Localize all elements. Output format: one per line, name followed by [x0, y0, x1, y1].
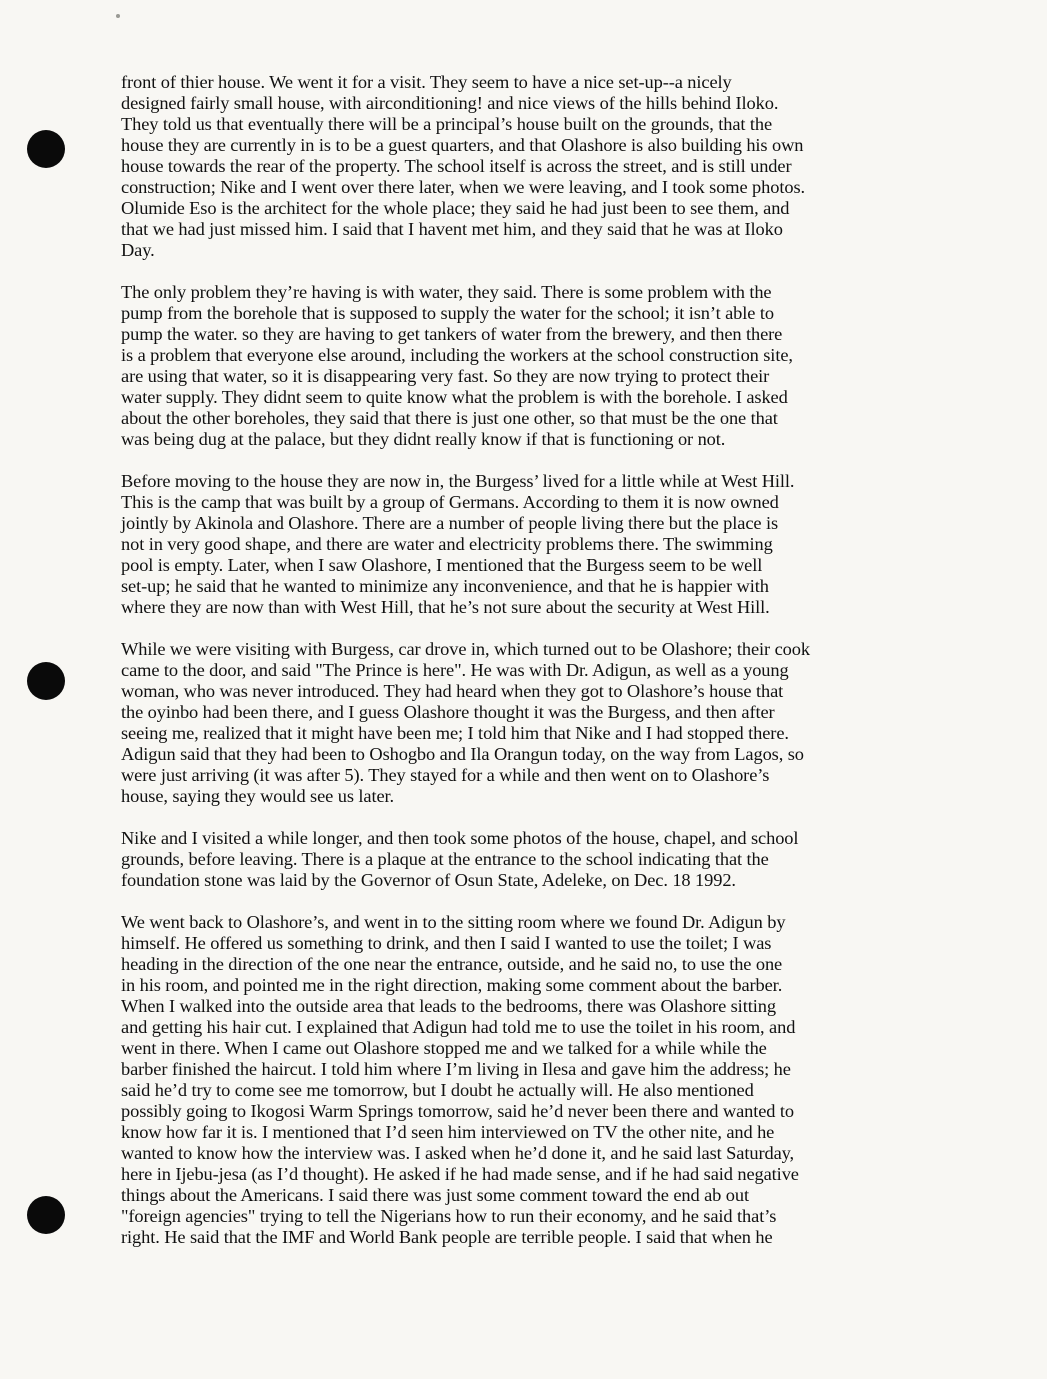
- text-line: were just arriving (it was after 5). They stayed for a while and then went on to Olashore’s: [121, 765, 770, 785]
- text-line: are using that water, so it is disappearing very fast. So they are now trying to protect their: [121, 366, 770, 386]
- text-line: woman, who was never introduced. They had heard when they got to Olashore’s house that: [121, 681, 784, 701]
- text-line: and getting his hair cut. I explained that Adigun had told me to use the toilet in his room, and: [121, 1017, 796, 1037]
- text-line: house towards the rear of the property. The school itself is across the street, and is still under: [121, 156, 792, 176]
- text-line: here in Ijebu-jesa (as I’d thought). He asked if he had made sense, and if he had said negative: [121, 1164, 799, 1184]
- document-body: [121, 72, 927, 1269]
- text-line: went in there. When I came out Olashore stopped me and we talked for a while while the: [121, 1038, 767, 1058]
- text-line: possibly going to Ikogosi Warm Springs tomorrow, said he’d never been there and wanted to: [121, 1101, 795, 1121]
- text-line: came to the door, and said "The Prince is here". He was with Dr. Adigun, as well as a young: [121, 660, 789, 680]
- paragraph: [121, 828, 927, 891]
- text-line: Before moving to the house they are now in, the Burgess’ lived for a little while at West Hill.: [121, 471, 795, 491]
- paper-speck: [116, 14, 120, 18]
- text-line: was being dug at the palace, but they didnt really know if that is functioning or not.: [121, 429, 726, 449]
- text-line: While we were visiting with Burgess, car drove in, which turned out to be Olashore; their cook: [121, 639, 810, 659]
- paragraph: [121, 639, 927, 807]
- text-line: seeing me, realized that it might have been me; I told him that Nike and I had stopped there.: [121, 723, 789, 743]
- text-line: foundation stone was laid by the Governor of Osun State, Adeleke, on Dec. 18 1992.: [121, 870, 736, 890]
- text-line: pump the water. so they are having to get tankers of water from the brewery, and then there: [121, 324, 783, 344]
- punch-hole-bottom: [27, 1196, 65, 1234]
- text-line: said he’d try to come see me tomorrow, but I doubt he actually will. He also mentioned: [121, 1080, 754, 1100]
- text-line: This is the camp that was built by a group of Germans. According to them it is now owned: [121, 492, 779, 512]
- text-line: right. He said that the IMF and World Bank people are terrible people. I said that when he: [121, 1227, 773, 1247]
- text-line: We went back to Olashore’s, and went in to the sitting room where we found Dr. Adigun by: [121, 912, 786, 932]
- text-line: where they are now than with West Hill, that he’s not sure about the security at West Hill.: [121, 597, 770, 617]
- paragraph: [121, 282, 927, 450]
- text-line: that we had just missed him. I said that I havent met him, and they said that he was at Iloko: [121, 219, 783, 239]
- text-line: in his room, and pointed me in the right direction, making some comment about the barber.: [121, 975, 783, 995]
- text-line: Olumide Eso is the architect for the whole place; they said he had just been to see them, and: [121, 198, 790, 218]
- punch-hole-middle: [27, 662, 65, 700]
- paragraph: [121, 912, 927, 1248]
- text-line: grounds, before leaving. There is a plaque at the entrance to the school indicating that the: [121, 849, 769, 869]
- text-line: wanted to know how the interview was. I asked when he’d done it, and he said last Saturday,: [121, 1143, 795, 1163]
- text-line: jointly by Akinola and Olashore. There are a number of people living there but the place is: [121, 513, 779, 533]
- text-line: designed fairly small house, with airconditioning! and nice views of the hills behind Iloko.: [121, 93, 779, 113]
- text-line: pool is empty. Later, when I saw Olashore, I mentioned that the Burgess seem to be well: [121, 555, 763, 575]
- text-line: barber finished the haircut. I told him where I’m living in Ilesa and gave him the address; he: [121, 1059, 791, 1079]
- text-line: construction; Nike and I went over there later, when we were leaving, and I took some photos.: [121, 177, 805, 197]
- text-line: They told us that eventually there will be a principal’s house built on the grounds, that the: [121, 114, 773, 134]
- text-line: front of thier house. We went it for a visit. They seem to have a nice set-up--a nicely: [121, 72, 732, 92]
- text-line: heading in the direction of the one near the entrance, outside, and he said no, to use the one: [121, 954, 783, 974]
- paragraph: [121, 72, 927, 261]
- text-line: The only problem they’re having is with water, they said. There is some problem with the: [121, 282, 772, 302]
- text-line: about the other boreholes, they said that there is just one other, so that must be the one that: [121, 408, 778, 428]
- text-line: Nike and I visited a while longer, and then took some photos of the house, chapel, and school: [121, 828, 799, 848]
- text-line: is a problem that everyone else around, including the workers at the school construction site,: [121, 345, 793, 365]
- punch-hole-top: [27, 130, 65, 168]
- text-line: pump from the borehole that is supposed to supply the water for the school; it isn’t able to: [121, 303, 774, 323]
- text-line: house, saying they would see us later.: [121, 786, 395, 806]
- text-line: house they are currently in is to be a guest quarters, and that Olashore is also building his own: [121, 135, 804, 155]
- paragraph: [121, 471, 927, 618]
- text-line: water supply. They didnt seem to quite know what the problem is with the borehole. I asked: [121, 387, 788, 407]
- text-line: the oyinbo had been there, and I guess Olashore thought it was the Burgess, and then after: [121, 702, 775, 722]
- text-line: himself. He offered us something to drink, and then I said I wanted to use the toilet; I was: [121, 933, 772, 953]
- text-line: know how far it is. I mentioned that I’d seen him interviewed on TV the other nite, and he: [121, 1122, 775, 1142]
- text-line: things about the Americans. I said there was just some comment toward the end ab out: [121, 1185, 749, 1205]
- text-line: not in very good shape, and there are water and electricity problems there. The swimming: [121, 534, 773, 554]
- text-line: Day.: [121, 240, 155, 260]
- text-line: set-up; he said that he wanted to minimize any inconvenience, and that he is happier with: [121, 576, 769, 596]
- text-line: "foreign agencies" trying to tell the Nigerians how to run their economy, and he said that’s: [121, 1206, 777, 1226]
- text-line: Adigun said that they had been to Oshogbo and Ila Orangun today, on the way from Lagos, so: [121, 744, 804, 764]
- text-line: When I walked into the outside area that leads to the bedrooms, there was Olashore sitting: [121, 996, 776, 1016]
